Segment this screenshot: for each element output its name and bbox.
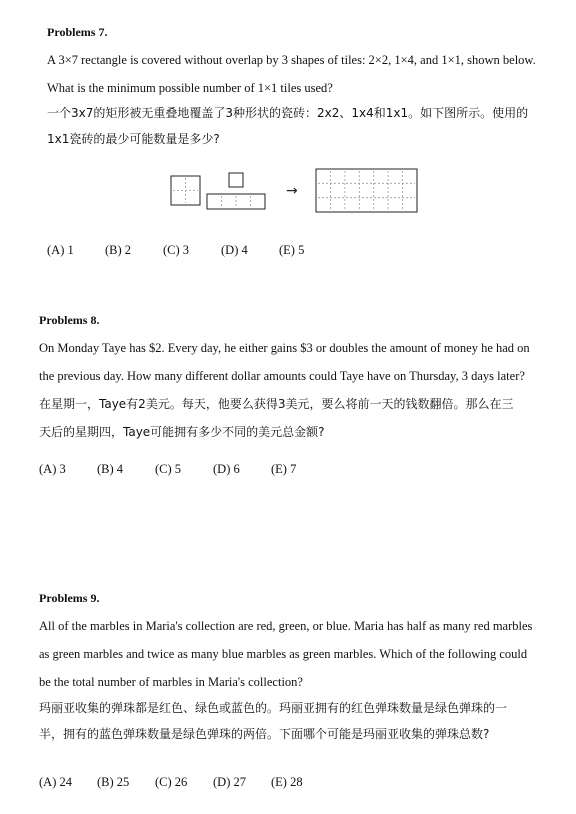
choice-e: (E) 5	[279, 243, 305, 257]
choice-e: (E) 7	[271, 462, 297, 476]
arrow-icon: →	[286, 183, 298, 199]
choice-a: (A) 1	[47, 243, 74, 257]
choice-d: (D) 4	[221, 243, 248, 257]
problem-9-title: Problems 9.	[39, 591, 100, 605]
problem-8-english-line-1: On Monday Taye has $2. Every day, he either gains $3 or doubles the amount of money he had on	[39, 341, 530, 355]
problem-8-choices	[39, 462, 329, 477]
problem-9-choices	[39, 775, 329, 790]
problem-9-chinese-line-2: 半，拥有的蓝色弹珠数量是绿色弹珠的两倍。下面哪个可能是玛丽亚收集的弹珠总数?	[39, 727, 490, 741]
choice-c: (C) 3	[163, 243, 190, 257]
choice-a: (A) 24	[39, 775, 72, 789]
problem-9-english-line-2: as green marbles and twice as many blue marbles as green marbles. Which of the following could	[39, 647, 528, 661]
choice-d: (D) 6	[213, 462, 240, 476]
problem-9-chinese-line-1: 玛丽亚收集的弹珠都是红色、绿色或蓝色的。玛丽亚拥有的红色弹珠数量是绿色弹珠的一	[39, 701, 508, 715]
problem-8-chinese-line-2: 天后的星期四，Taye可能拥有多少不同的美元总金额?	[39, 425, 325, 439]
tile-1x1	[229, 173, 243, 187]
choice-a: (A) 3	[39, 462, 66, 476]
grid-3x7	[316, 169, 417, 212]
problem-7-chinese-line-2: 1x1瓷砖的最少可能数量是多少?	[47, 132, 220, 146]
problem-7-english-line-2: What is the minimum possible number of 1×1 tiles used?	[47, 81, 333, 95]
problem-8-english-line-2: the previous day. How many different dollar amounts could Taye have on Thursday, 3 days later?	[39, 369, 525, 383]
choice-b: (B) 4	[97, 462, 124, 476]
choice-c: (C) 26	[155, 775, 188, 789]
choice-b: (B) 2	[105, 243, 132, 257]
tile-diagram	[165, 168, 425, 218]
problem-7-choices	[47, 243, 337, 258]
choice-c: (C) 5	[155, 462, 182, 476]
tile-1x4	[207, 194, 265, 209]
problem-7-title: Problems 7.	[47, 25, 108, 39]
problem-8-chinese-line-1: 在星期一，Taye有2美元。每天，他要么获得3美元，要么将前一天的钱数翻倍。那么在三	[39, 397, 514, 411]
problem-9-english-line-1: All of the marbles in Maria's collection are red, green, or blue. Maria has half as many red marbles	[39, 619, 533, 633]
choice-e: (E) 28	[271, 775, 303, 789]
tile-2x2	[171, 176, 200, 205]
problem-7-english-line-1: A 3×7 rectangle is covered without overlap by 3 shapes of tiles: 2×2, 1×4, and 1×1, shown below.	[47, 53, 536, 67]
problem-9-english-line-3: be the total number of marbles in Maria's collection?	[39, 675, 303, 689]
choice-b: (B) 25	[97, 775, 130, 789]
problem-7-chinese-line-1: 一个3x7的矩形被无重叠地覆盖了3种形状的瓷砖：2x2、1x4和1x1。如下图所示。使用的	[47, 106, 529, 120]
choice-d: (D) 27	[213, 775, 246, 789]
problem-8-title: Problems 8.	[39, 313, 100, 327]
